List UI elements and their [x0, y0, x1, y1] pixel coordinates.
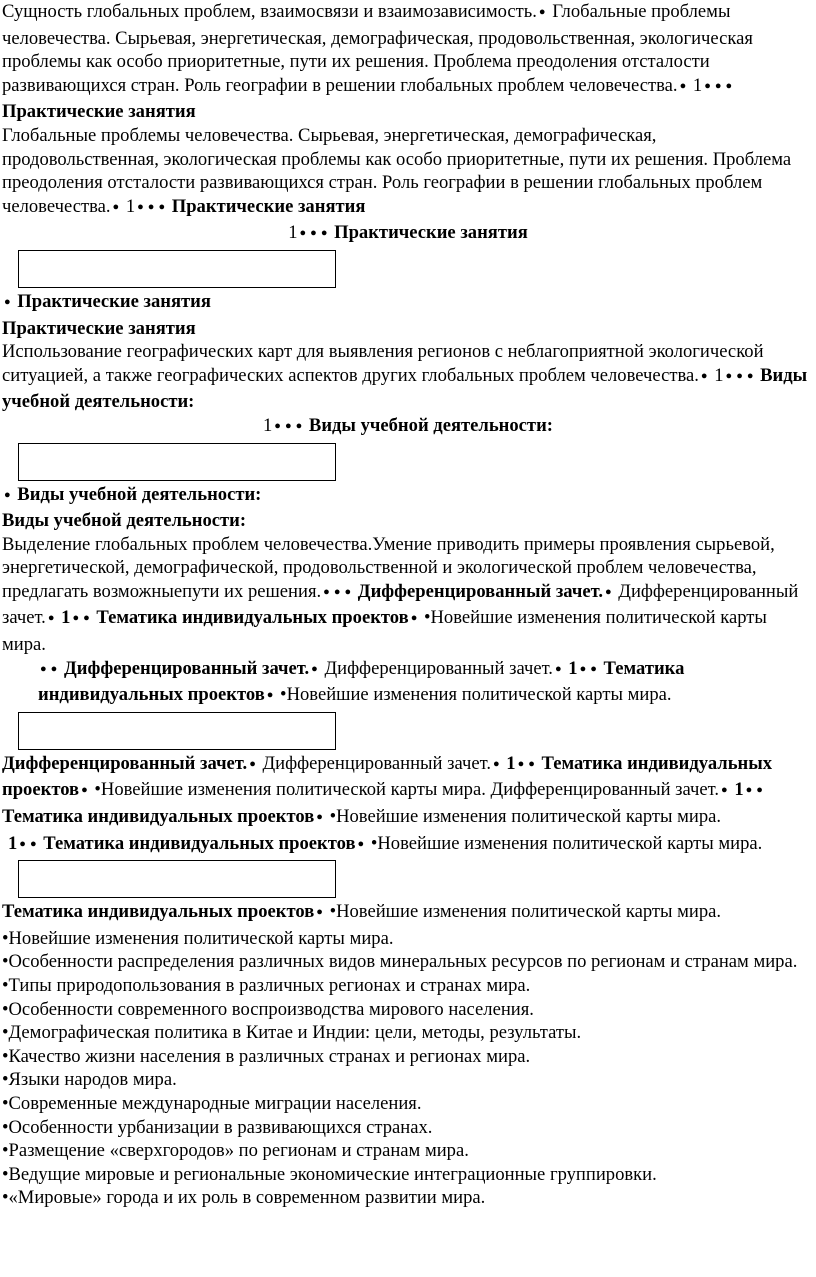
empty-frame-1: [18, 250, 336, 288]
paragraph-text: Сущность глобальных проблем, взаимосвязи и взаимозависимость.: [2, 1, 537, 22]
list-item: •Демографическая политика в Китае и Индии: цели, методы, результаты.: [2, 1022, 582, 1044]
section-heading: Дифференцированный зачет.: [59, 657, 310, 679]
bullet-dot-icon: [526, 753, 537, 774]
section-heading: Тематика индивидуальных проектов: [38, 657, 685, 706]
paragraph-text: Глобальные проблемы человечества. Сырьевая, энергетическая, демографическая, продовольственная, экологическая проблемы как особо приоритетные, пути их решения. Проблема преодоления отсталости развивающихся стран. Роль географии в решении глобальных проблем человечества.: [2, 1, 753, 96]
paragraph-2: [2, 124, 814, 221]
paragraph-3: [2, 340, 814, 414]
dot-heading-2: [2, 483, 814, 510]
list-item: •Ведущие мировые и региональные экономические интеграционные группировки.: [2, 1163, 657, 1185]
item-number: 1: [729, 779, 744, 801]
paragraph-text: Дифференцированный зачет.: [485, 779, 720, 801]
item-number: 1: [563, 657, 578, 679]
list-item: •«Мировые» города и их роль в современном развитии мира.: [2, 1187, 486, 1209]
bullet-dot-icon: [321, 581, 332, 602]
bullet-dot-icon: [491, 753, 502, 774]
paragraph-text: Дифференцированный зачет.: [2, 580, 799, 629]
bullet-dot-icon: [713, 75, 724, 96]
bullet-dot-icon: [38, 658, 49, 679]
bullet-dot-icon: [702, 75, 713, 96]
list-item: •Особенности современного воспроизводства мирового населения.: [2, 998, 534, 1020]
section-heading: Практические занятия: [329, 222, 528, 244]
paragraph-text: Дифференцированный зачет.: [319, 657, 553, 679]
bullet-dot-icon: [553, 658, 564, 679]
paragraph-text: •Новейшие изменения политической карты мира.: [89, 779, 486, 801]
paragraph-text: •Новейшие изменения политической карты мира.: [275, 684, 672, 706]
bullet-dot-icon: [588, 658, 599, 679]
paragraph-text: •Новейшие изменения политической карты мира.: [324, 901, 722, 923]
document-page: [2, 0, 814, 1210]
section-heading: Дифференцированный зачет.: [353, 580, 603, 602]
bullet-dot-icon: [719, 779, 730, 800]
bullet-dot-icon: [724, 365, 735, 386]
bullet-dot-icon: [314, 806, 325, 827]
paragraph-text: Глобальные проблемы человечества. Сырьевая, энергетическая, демографическая, продовольственная, экологическая проблемы как особо приоритетные, пути их решения. Проблема преодоления отсталости развивающихся стран. Роль географии в решении глобальных проблем человечества.: [2, 124, 792, 217]
item-number: 1: [56, 607, 71, 629]
paragraph-5: [2, 657, 814, 710]
item-number: 1: [121, 195, 136, 217]
item-number: 1: [501, 752, 516, 774]
empty-frame-4: [18, 860, 336, 898]
bullet-dot-icon: [135, 196, 146, 217]
section-heading: Практические занятия: [12, 290, 211, 312]
paragraph-6: [2, 752, 814, 832]
bullet-dot-icon: [744, 779, 755, 800]
bullet-dot-icon: [754, 779, 765, 800]
bullet-dot-icon: [342, 581, 353, 602]
section-heading: Тематика индивидуальных проектов: [2, 752, 773, 801]
bullet-dot-icon: [724, 75, 735, 96]
bullet-dot-icon: [699, 365, 710, 386]
empty-frame-2: [18, 443, 336, 481]
bullet-dot-icon: [111, 196, 122, 217]
paragraph-text: Дифференцированный зачет.: [257, 752, 491, 774]
item-number: 1: [263, 414, 273, 436]
item-number: 1: [709, 364, 724, 386]
bullet-dot-icon: [265, 684, 276, 705]
list-item: •Новейшие изменения политической карты мира.: [2, 927, 394, 949]
section-heading: Тематика индивидуальных проектов: [91, 607, 409, 629]
bullet-dot-icon: [156, 196, 167, 217]
bullet-dot-icon: [70, 607, 81, 628]
bullet-dot-icon: [294, 415, 305, 436]
section-heading: Виды учебной деятельности:: [2, 364, 808, 413]
bullet-dot-icon: [516, 753, 527, 774]
bullet-dot-icon: [734, 365, 745, 386]
list-item: •Особенности распределения различных видов минеральных ресурсов по регионам и странам мира.: [2, 951, 798, 973]
heading-2: Виды учебной деятельности:: [2, 510, 247, 532]
section-heading: Виды учебной деятельности:: [304, 414, 553, 436]
list-item: •Современные международные миграции населения.: [2, 1092, 422, 1114]
paragraph-1: [2, 0, 814, 124]
bullet-dot-icon: [81, 607, 92, 628]
bullet-dot-icon: [332, 581, 343, 602]
paragraph-4: [2, 533, 814, 657]
paragraph-text: •Новейшие изменения политической карты мира.: [366, 832, 763, 854]
bullet-dot-icon: [2, 291, 13, 312]
bullet-dot-icon: [28, 833, 39, 854]
list-item: •Типы природопользования в различных регионах и странах мира.: [2, 975, 531, 996]
bullet-dot-icon: [146, 196, 157, 217]
bullet-dot-icon: [17, 833, 28, 854]
bullet-dot-icon: [283, 415, 294, 436]
section-heading: Практические занятия: [2, 101, 196, 123]
paragraph-7: [2, 832, 814, 859]
bullet-dot-icon: [79, 779, 90, 800]
bullet-dot-icon: [309, 658, 320, 679]
heading-1: Практические занятия: [2, 317, 196, 339]
list-item: •Языки народов мира.: [2, 1069, 177, 1091]
item-number: 1: [688, 74, 703, 96]
list-item: •Качество жизни населения в различных странах и регионах мира.: [2, 1045, 531, 1067]
bullet-dot-icon: [409, 607, 420, 628]
section-heading: Дифференцированный зачет.: [2, 752, 248, 774]
bullet-dot-icon: [272, 415, 283, 436]
section-heading: Тематика индивидуальных проектов: [38, 832, 356, 854]
list-item: •Размещение «сверхгородов» по регионам и странам мира.: [2, 1140, 469, 1162]
bullet-dot-icon: [2, 484, 13, 505]
bullet-dot-icon: [46, 607, 57, 628]
section-heading: Тематика индивидуальных проектов: [2, 806, 315, 828]
bullet-dot-icon: [745, 365, 756, 386]
list-item: •Особенности урбанизации в развивающихся странах.: [2, 1116, 433, 1138]
paragraph-text: •Новейшие изменения политической карты мира.: [2, 607, 767, 656]
centered-heading-2: [2, 414, 814, 441]
dot-heading-1: [2, 290, 814, 317]
bullet-dot-icon: [314, 901, 325, 922]
bullet-dot-icon: [247, 753, 258, 774]
centered-heading-1: [2, 221, 814, 248]
paragraph-text: •Новейшие изменения политической карты мира.: [324, 806, 722, 828]
paragraph-8: [2, 900, 814, 927]
bullet-dot-icon: [319, 222, 330, 243]
bullet-dot-icon: [678, 75, 689, 96]
item-number: 1: [288, 222, 298, 244]
bullet-dot-icon: [578, 658, 589, 679]
section-heading: Тематика индивидуальных проектов: [2, 901, 315, 923]
bullet-dot-icon: [308, 222, 319, 243]
section-heading: Практические занятия: [167, 195, 366, 217]
section-heading: Виды учебной деятельности:: [12, 483, 262, 505]
bullet-dot-icon: [356, 833, 367, 854]
bullet-dot-icon: [298, 222, 309, 243]
item-number: 1: [8, 832, 18, 854]
empty-frame-3: [18, 712, 336, 750]
bullet-dot-icon: [537, 1, 548, 22]
bullet-dot-icon: [603, 581, 614, 602]
paragraph-text: Использование географических карт для выявления регионов с неблагоприятной экологической ситуацией, а также географических аспектов других глобальных проблем человечества.: [2, 341, 764, 386]
paragraph-text: Выделение глобальных проблем человечества.Умение приводить примеры проявления сырьевой, энергетической, демографической, продовольственной и экологической проблем человечества, предлагать возможныепути их решения.: [2, 533, 775, 602]
project-topics-list: [2, 927, 814, 1210]
bullet-dot-icon: [49, 658, 60, 679]
